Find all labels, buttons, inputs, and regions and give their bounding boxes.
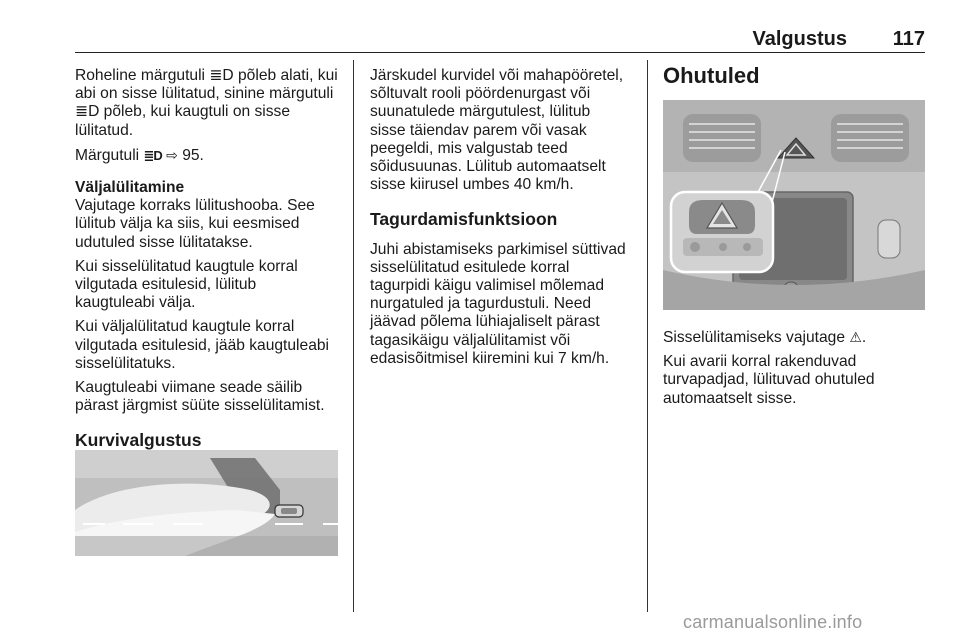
high-beam-icon: ≣D <box>143 147 162 163</box>
heading-kurvivalgustus: Kurvivalgustus <box>75 430 202 451</box>
cornering-light-illustration <box>75 450 338 556</box>
reference-line: Märgutuli ≣D ⇨ 95. <box>75 146 204 164</box>
heading-tagurdamisfunktsioon: Tagurdamisfunktsioon <box>370 209 558 230</box>
watermark: carmanualsonline.info <box>683 612 863 632</box>
column-middle <box>370 67 640 374</box>
reversing-paragraph: Juhi abistamiseks parkimisel süttivad sisselülitatud esitulede korral tagurpidi käigu valimisel mõlemad nurgatuled ja tagurdustuli. Need jäävad põlema lühiajaliselt pärast tagasikäigu väljalülitamist või edasisõitmisel kiiremini kui 7 km/h. <box>370 240 626 367</box>
intro-paragraph: Roheline märgutuli ≣D põleb alati, kui abi on sisse lülitatud, sinine märgutuli ≣D põleb, kui kaugtuli on sisse lülitatud. <box>75 67 338 139</box>
cornering-paragraph: Järskudel kurvidel või mahapööretel, sõltuvalt rooli pöördenurgast või suunatulede märgutulest, lülitub sisse täiendav parem või vasak peegeldi, mis valgustab teed sõidusuunas. Lülitub automaatselt sisse kiirusel umbes 40 km/h. <box>370 67 624 194</box>
column-left <box>75 67 347 462</box>
page-title: Valgustus <box>752 28 847 50</box>
paragraph-1: Vajutage korraks lülitushooba. See lülitub välja ka siis, kui eesmised udutuled sisse lülitatakse. <box>75 197 315 251</box>
section-title-valjalulitamine: Väljalülitamine <box>75 179 185 197</box>
hazard-text <box>663 328 925 414</box>
paragraph-2: Kui sisselülitatud kaugtule korral vilgutada esitulesid, lülitub kaugtuleabi välja. <box>75 257 298 312</box>
page-header <box>75 28 925 53</box>
hazard-warning-icon: ⚠ <box>849 329 862 345</box>
car-icon <box>275 505 303 517</box>
column-right <box>663 63 925 97</box>
page-number: 117 <box>892 28 925 50</box>
page-reference-arrow-icon: ⇨ <box>166 146 178 163</box>
paragraph-3: Kui väljalülitatud kaugtule korral vilgutada esitulesid, jääb kaugtuleabi sisselülitatuks. <box>75 318 330 372</box>
hazard-paragraph-1: Sisselülitamiseks vajutage ⚠. <box>663 329 867 346</box>
column-divider-1 <box>353 60 354 612</box>
heading-ohutuled: Ohutuled <box>663 63 760 88</box>
hazard-switch-illustration <box>663 100 925 310</box>
paragraph-4: Kaugtuleabi viimane seade säilib pärast järgmist süüte sisselülitamist. <box>75 379 325 415</box>
column-divider-2 <box>647 60 648 612</box>
hazard-paragraph-2: Kui avarii korral rakenduvad turvapadjad, lülituvad ohutuled automaatselt sisse. <box>663 353 875 407</box>
